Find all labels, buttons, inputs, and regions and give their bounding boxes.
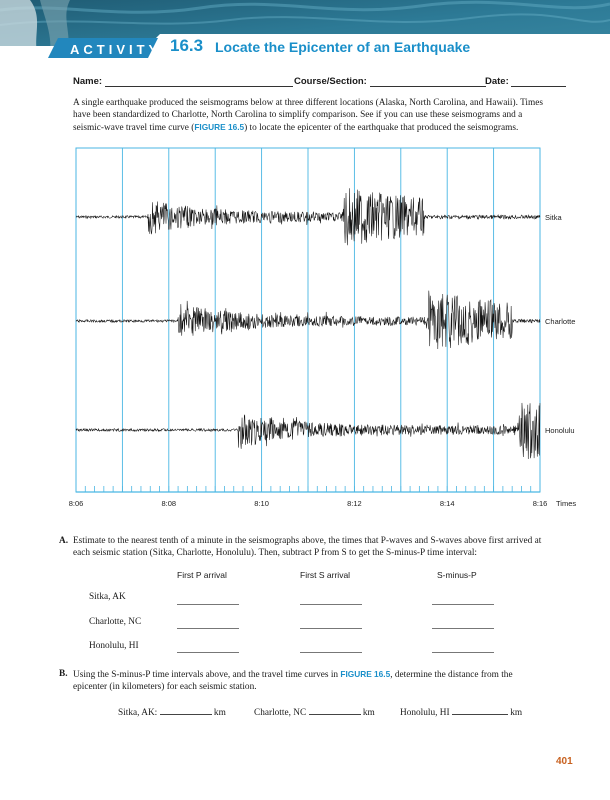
row-label-sitka: Sitka, AK [89,592,126,602]
blank-charlotte-s[interactable] [300,627,362,629]
dist-charlotte-unit: km [362,708,375,718]
tick-label: 8:12 [347,499,362,508]
tick-label: 8:16 [532,499,548,508]
question-b [59,668,548,693]
seismogram-chart [56,140,578,520]
intro-paragraph [73,97,545,135]
seismogram-svg [56,140,578,520]
row-label-charlotte: Charlotte, NC [89,617,142,627]
blank-sitka-p[interactable] [177,603,239,605]
tick-label: 8:06 [68,499,84,508]
question-a [59,535,548,559]
tick-label: 8:08 [161,499,177,508]
question-b-text-1: Using the S-minus-P time intervals above, and the travel time curves in [73,670,341,680]
blank-sitka-s[interactable] [300,603,362,605]
dist-honolulu-label: Honolulu, HI [400,708,450,718]
activity-title: Locate the Epicenter of an Earthquake [215,39,471,55]
dist-honolulu-blank[interactable] [452,706,508,715]
dist-sitka-unit: km [213,708,226,718]
col-header-sp: S-minus-P [437,570,477,580]
figure-ref-link[interactable]: FIGURE 16.5 [194,122,245,133]
dist-honolulu-unit: km [510,708,523,718]
question-b-label: B. [59,669,68,679]
blank-sitka-sp[interactable] [432,603,494,605]
col-header-s: First S arrival [300,570,351,580]
station-label-honolulu: Honolulu [545,426,575,435]
blank-honolulu-sp[interactable] [432,651,494,653]
dist-charlotte [254,706,375,718]
dist-charlotte-blank[interactable] [309,706,361,715]
dist-honolulu [400,706,522,718]
tick-label: 8:14 [439,499,455,508]
axis-title: Times [556,499,577,508]
course-line[interactable] [370,77,486,87]
tick-label: 8:10 [254,499,269,508]
intro-text-1: A single earthquake produced the seismograms below at three different locations (Alaska, North Carolina, and Hawaii). Times have been standardized to Charlotte, North Carolina to simplify comparison. See if you can use these seismograms and a seismic-wave travel time curve ( [73,98,543,134]
dist-sitka-label: Sitka, AK: [118,708,158,718]
blank-charlotte-sp[interactable] [432,627,494,629]
blank-honolulu-s[interactable] [300,651,362,653]
page-number: 401 [556,756,573,767]
name-label: Name: [73,76,103,87]
activity-number: 16.3 [170,36,204,55]
question-a-label: A. [59,536,69,546]
dist-sitka [118,706,226,718]
name-line[interactable] [105,77,293,87]
blank-charlotte-p[interactable] [177,627,239,629]
station-label-sitka: Sitka [545,213,562,222]
dist-charlotte-label: Charlotte, NC [254,708,307,718]
activity-label: ACTIVITY [70,42,162,57]
figure-ref-link-b[interactable]: FIGURE 16.5 [340,669,391,679]
date-line[interactable] [511,77,566,87]
station-label-charlotte: Charlotte [545,317,576,326]
blank-honolulu-p[interactable] [177,651,239,653]
col-header-p: First P arrival [177,570,227,580]
question-a-text: Estimate to the nearest tenth of a minute in the seismographs above, the times that P-waves and S-waves above first arrived at each seismic station (Sitka, Charlotte, Honolulu). Then, subtract P from S to get the S-minus-P time interval: [73,536,542,558]
question-b-text-2: , determine the distance from the epicenter (in kilometers) for each seismic station. [73,670,513,692]
dist-sitka-blank[interactable] [160,706,212,715]
row-label-honolulu: Honolulu, HI [89,641,139,651]
date-label: Date: [485,76,509,87]
intro-text-2: ) to locate the epicenter of the earthquake that produced the seismograms. [244,123,519,134]
course-label: Course/Section: [294,76,367,87]
